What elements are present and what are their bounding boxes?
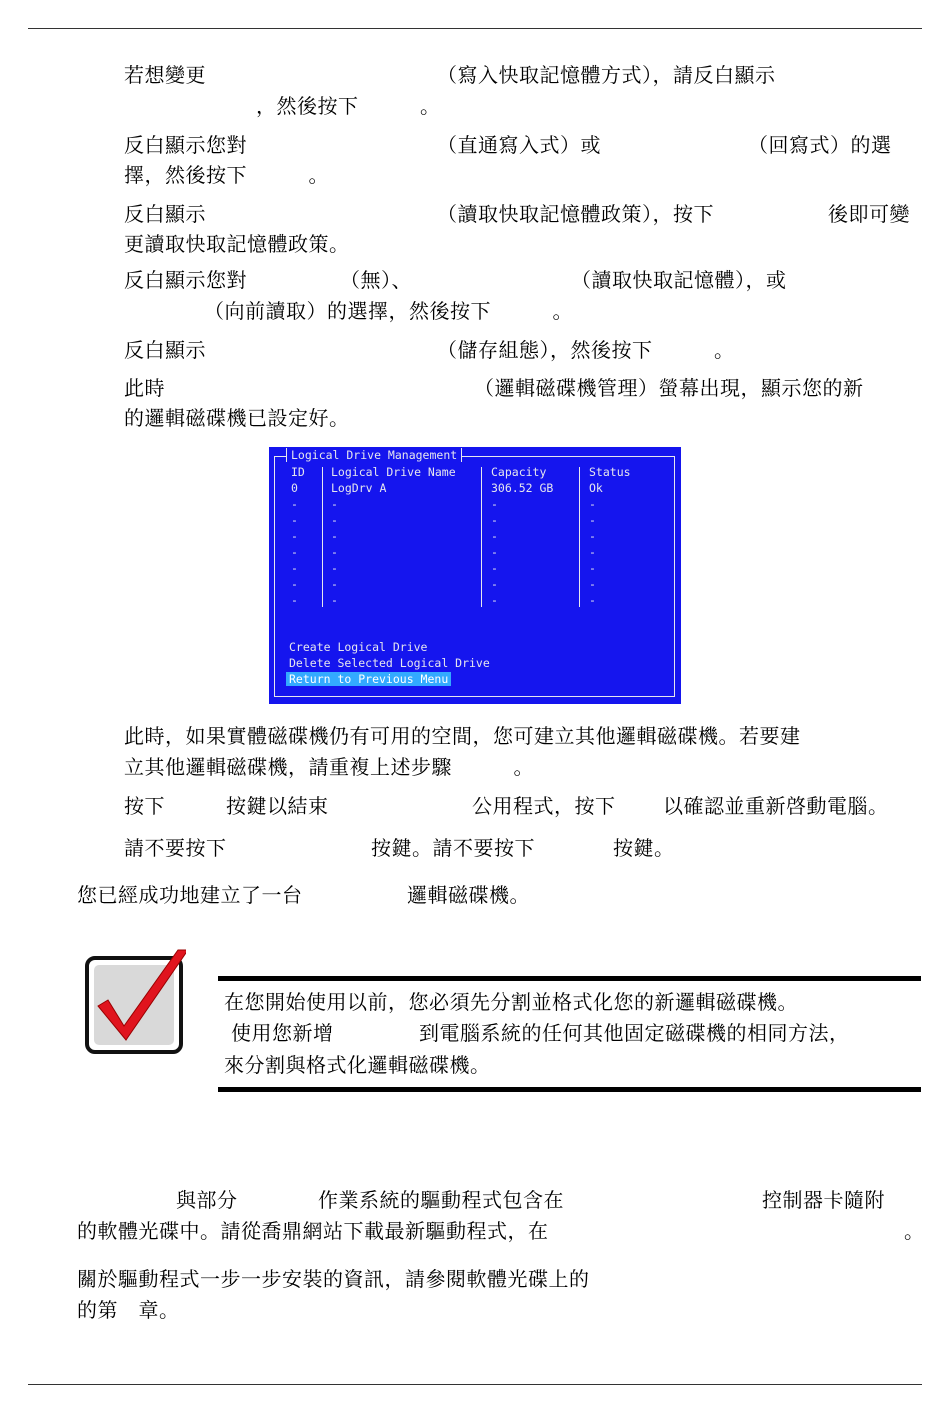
drivers-line4: 的第 章。 [77, 1298, 180, 1322]
after-p1-line2: 立其他邏輯磁碟機，請重複上述步驟 。 [124, 755, 534, 779]
after-p4-b: 邏輯磁碟機。 [407, 883, 530, 907]
step-6-line2: 的邏輯磁碟機已設定好。 [124, 406, 350, 430]
step-1-text: （寫入快取記憶體方式），請反白顯示 [437, 63, 776, 87]
drivers-line3: 關於驅動程式一步一步安裝的資訊，請參閱軟體光碟上的 [77, 1267, 590, 1291]
step-4-lead: 反白顯示您對 [124, 268, 247, 292]
drivers-line1-c: 控制器卡隨附 [762, 1188, 885, 1212]
after-p2-d: 以確認並重新啓動電腦。 [663, 794, 889, 818]
step-4-tail: （讀取快取記憶體），或 [571, 268, 787, 292]
checkmark-icon [84, 944, 186, 1056]
column-id-values[interactable]: 0 - - - - - - - [291, 481, 298, 607]
column-divider [481, 467, 482, 607]
step-3-line2: 更讀取快取記憶體政策。 [124, 232, 350, 256]
drivers-line2-b: 。 [904, 1219, 925, 1243]
after-p2-a: 按下 [124, 794, 165, 818]
column-divider [579, 467, 580, 607]
column-name-values[interactable]: LogDrv A - - - - - - - [331, 481, 387, 607]
after-p3-b: 按鍵。請不要按下 [371, 836, 535, 860]
menu-return-previous[interactable] [289, 671, 451, 687]
screen-title: Logical Drive Management [286, 448, 462, 462]
step-5-text: （儲存組態），然後按下 。 [437, 338, 735, 362]
note-rule-top [218, 976, 921, 981]
header-status: Status [589, 465, 631, 479]
step-2-lead: 反白顯示您對 [124, 133, 247, 157]
after-p2-b: 按鍵以結束 [226, 794, 329, 818]
logical-drive-management-screen [269, 447, 681, 704]
after-p3-c: 按鍵。 [613, 836, 675, 860]
note-rule-bottom [218, 1087, 921, 1092]
note-line2-a: 使用您新增 [231, 1021, 334, 1045]
step-4-line2: （向前讀取）的選擇，然後按下 。 [204, 299, 573, 323]
header-name: Logical Drive Name [331, 465, 456, 479]
step-3-tail: 後即可變 [828, 202, 910, 226]
after-p1-line1: 此時，如果實體磁碟機仍有可用的空間，您可建立其他邏輯磁碟機。若要建 [124, 724, 801, 748]
note-line1: 在您開始使用以前，您必須先分割並格式化您的新邏輯磁碟機。 [224, 990, 798, 1014]
step-4-text: （無）、 [340, 268, 412, 292]
drivers-line1-a: 與部分 [176, 1188, 238, 1212]
step-6-lead: 此時 [124, 376, 165, 400]
header-capacity: Capacity [491, 465, 547, 479]
after-p3-a: 請不要按下 [124, 836, 227, 860]
menu-return-previous-label: Return to Previous Menu [286, 672, 451, 686]
step-2-tail: （回寫式）的選 [748, 133, 892, 157]
after-p4-a: 您已經成功地建立了一台 [77, 883, 303, 907]
step-1-lead: 若想變更 [124, 63, 206, 87]
step-3-text: （讀取快取記憶體政策），按下 [437, 202, 714, 226]
after-p2-c: 公用程式，按下 [472, 794, 616, 818]
column-capacity-values[interactable]: 306.52 GB - - - - - - - [491, 481, 554, 607]
step-2-text: （直通寫入式）或 [437, 133, 601, 157]
menu-create-logical-drive[interactable]: Create Logical Drive [289, 640, 428, 654]
drivers-line1-b: 作業系統的驅動程式包含在 [318, 1188, 564, 1212]
column-status-values[interactable]: Ok - - - - - - - [589, 481, 603, 607]
footer-rule [28, 1384, 922, 1385]
step-3-lead: 反白顯示 [124, 202, 206, 226]
step-5-lead: 反白顯示 [124, 338, 206, 362]
note-line3: 來分割與格式化邏輯磁碟機。 [224, 1053, 491, 1077]
column-divider [322, 467, 323, 607]
note-line2-b: 到電腦系統的任何其他固定磁碟機的相同方法， [419, 1021, 850, 1045]
step-6-text: （邏輯磁碟機管理）螢幕出現，顯示您的新 [474, 376, 864, 400]
header-id: ID [291, 465, 305, 479]
menu-delete-logical-drive[interactable]: Delete Selected Logical Drive [289, 656, 490, 670]
step-2-line2: 擇，然後按下 。 [124, 163, 329, 187]
step-1-line2: ，然後按下 。 [256, 94, 441, 118]
header-rule [28, 28, 922, 29]
drivers-line2-a: 的軟體光碟中。請從喬鼎網站下載最新驅動程式，在 [77, 1219, 549, 1243]
